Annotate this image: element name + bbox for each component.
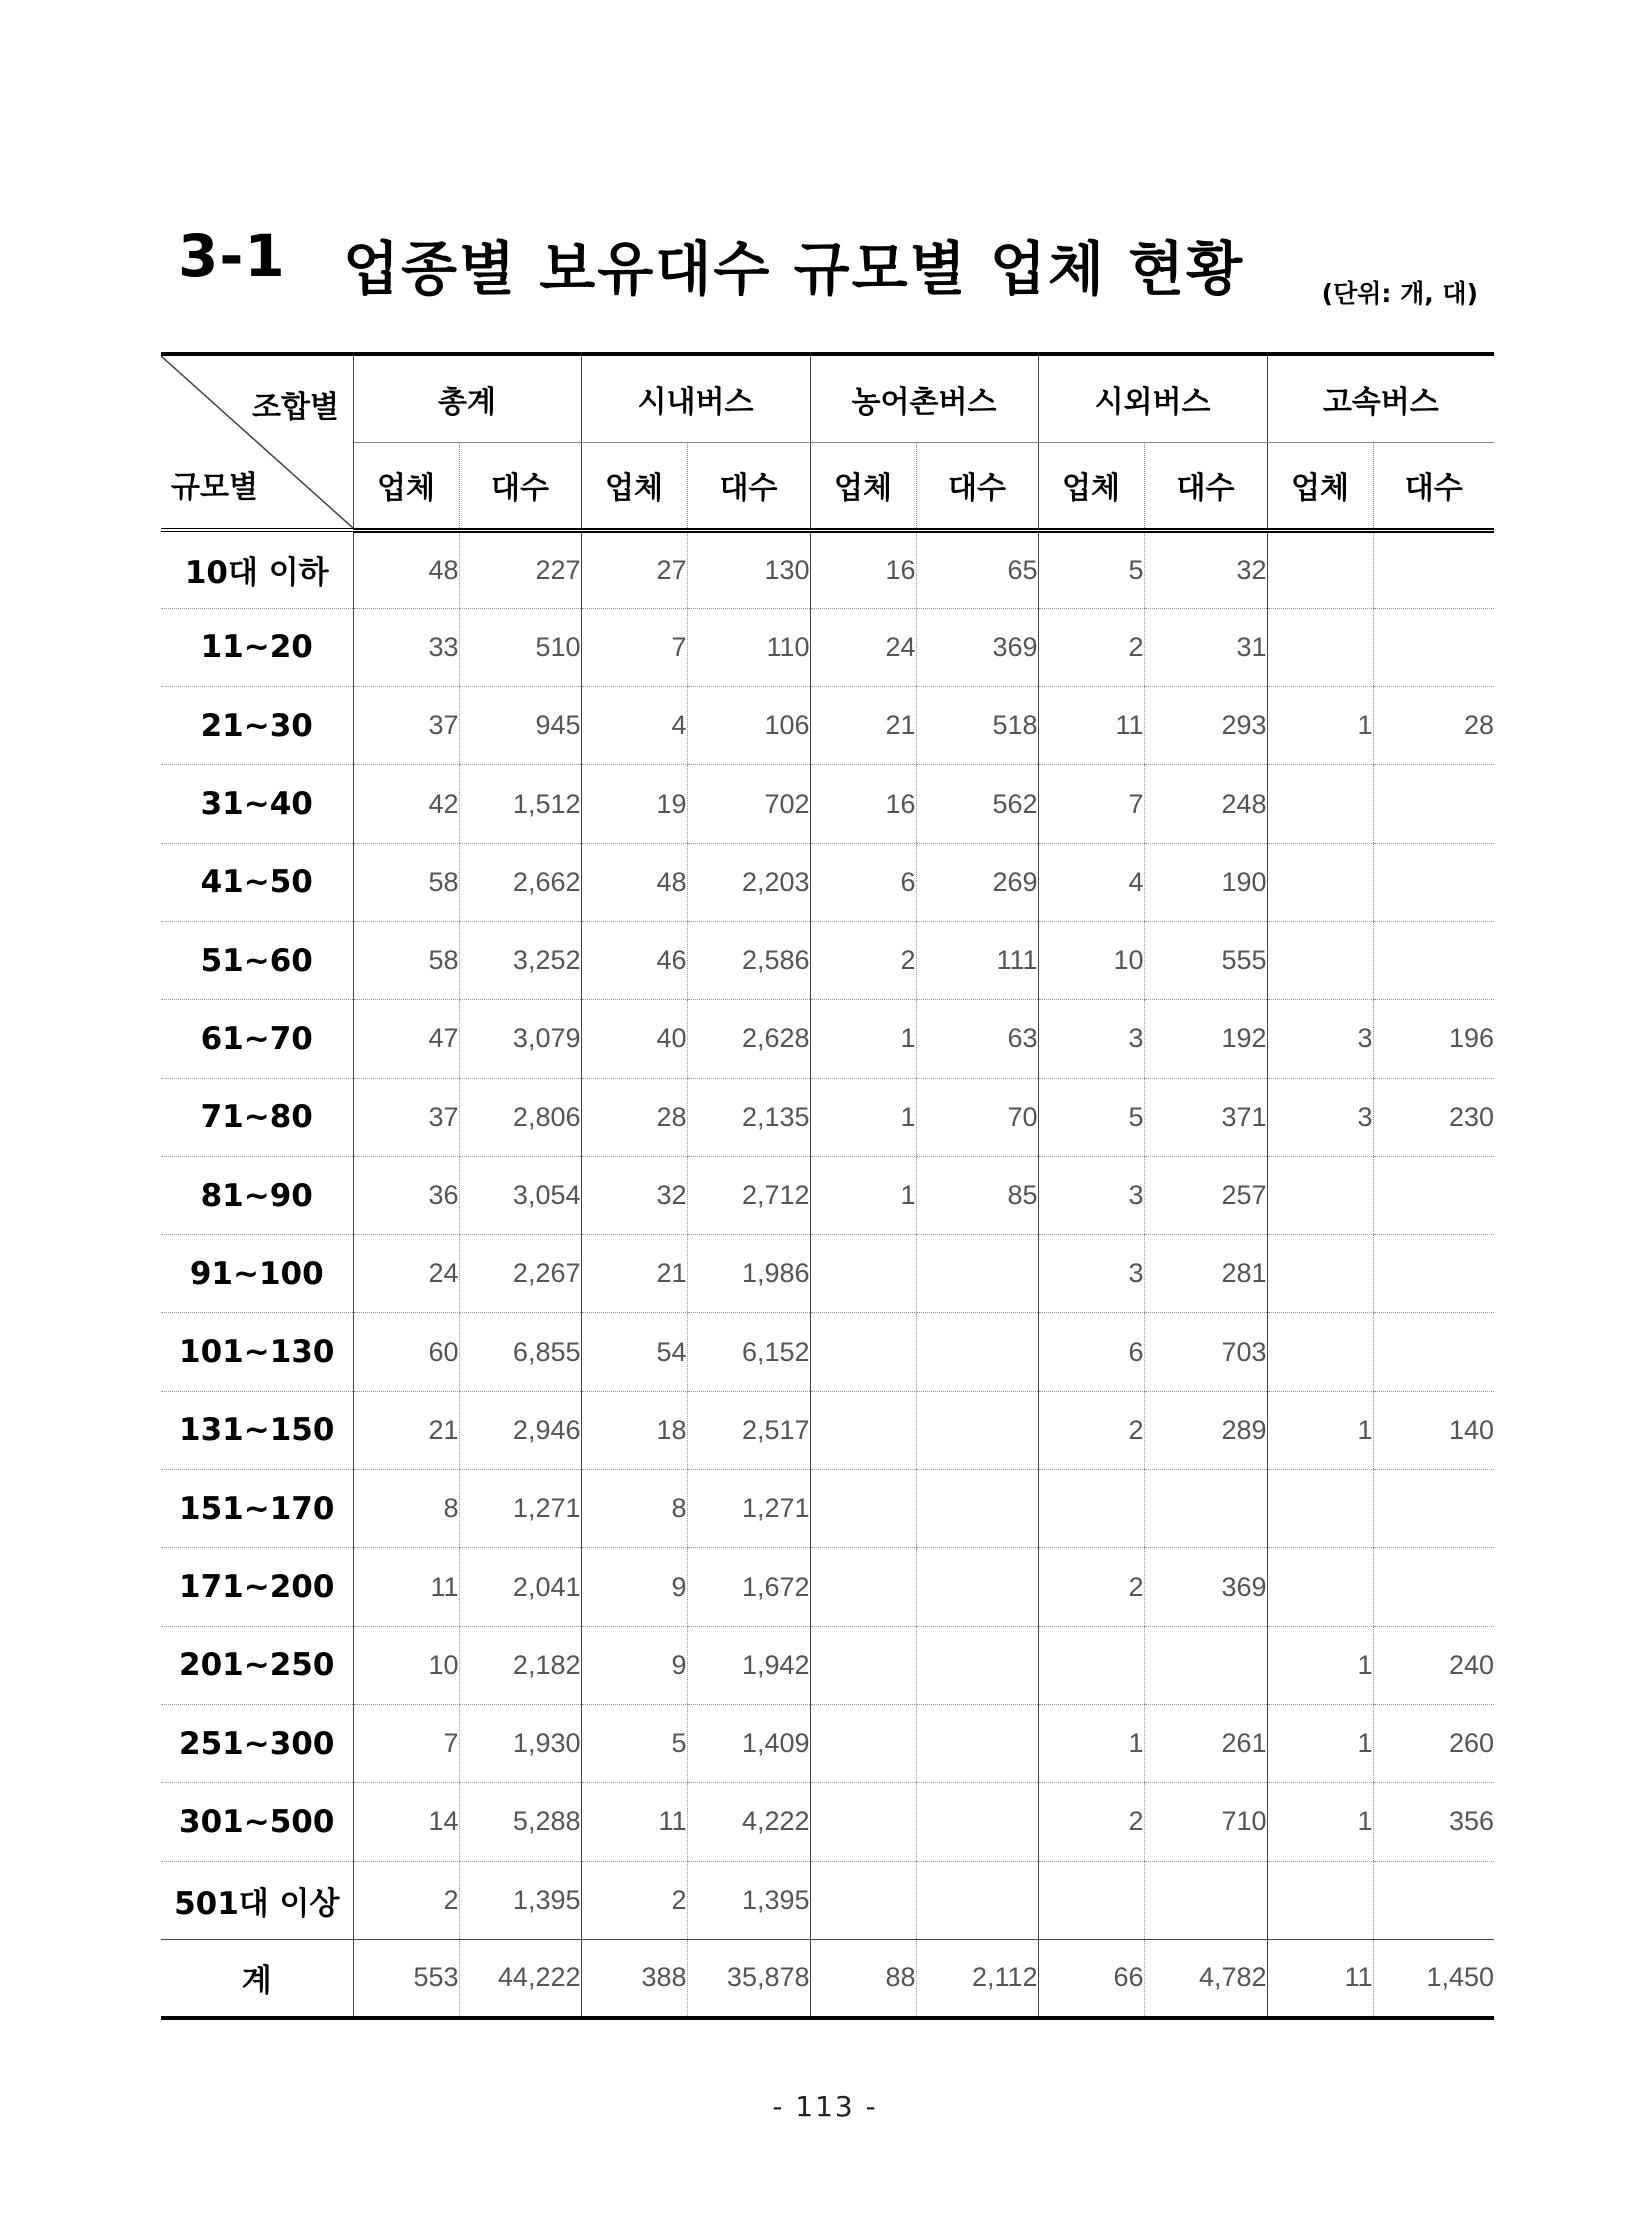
unit-note: (단위: 개, 대) [1321,279,1478,308]
row-label: 501대 이상 [161,1861,353,1939]
table-row [161,1391,1494,1469]
cell-companies: 21 [810,687,916,765]
cell-vehicles [1373,1861,1494,1939]
cell-vehicles: 4,782 [1144,1939,1267,2017]
cell-vehicles: 1,986 [687,1235,810,1313]
row-label: 301~500 [161,1783,353,1861]
row-label: 11~20 [161,608,353,686]
cell-companies: 10 [1038,921,1144,999]
cell-vehicles: 369 [1144,1548,1267,1626]
cell-companies [810,1704,916,1782]
table-row [161,843,1494,921]
table-row [161,1548,1494,1626]
cell-companies [1267,1548,1373,1626]
subheader-companies: 업체 [353,442,459,530]
group-header-express-bus: 고속버스 [1267,354,1494,442]
row-label: 10대 이하 [161,530,353,608]
cell-vehicles: 369 [916,608,1038,686]
cell-vehicles: 2,806 [459,1078,581,1156]
cell-companies: 2 [810,921,916,999]
cell-vehicles [916,1861,1038,1939]
cell-companies: 2 [1038,608,1144,686]
cell-vehicles [916,1548,1038,1626]
group-header-intercity-bus: 시외버스 [1038,354,1267,442]
cell-vehicles [1373,843,1494,921]
cell-companies [1267,843,1373,921]
cell-vehicles: 31 [1144,608,1267,686]
cell-companies: 1 [1267,1783,1373,1861]
subheader-vehicles: 대수 [916,442,1038,530]
cell-vehicles: 230 [1373,1078,1494,1156]
corner-label-size: 규모별 [171,470,258,505]
cell-companies: 3 [1267,1000,1373,1078]
table-row [161,1235,1494,1313]
total-row [161,1939,1494,2017]
cell-vehicles: 6,855 [459,1313,581,1391]
cell-companies: 37 [353,687,459,765]
cell-companies: 66 [1038,1939,1144,2017]
cell-vehicles: 240 [1373,1626,1494,1704]
cell-vehicles: 248 [1144,765,1267,843]
table-row [161,1861,1494,1939]
cell-companies: 37 [353,1078,459,1156]
section-number: 3-1 [178,222,286,290]
cell-vehicles: 70 [916,1078,1038,1156]
row-label: 81~90 [161,1156,353,1234]
group-header-total: 총계 [353,354,581,442]
table-row [161,530,1494,608]
cell-vehicles [1373,530,1494,608]
cell-vehicles: 6,152 [687,1313,810,1391]
cell-companies: 2 [581,1861,687,1939]
cell-vehicles: 289 [1144,1391,1267,1469]
table-row [161,1078,1494,1156]
cell-companies: 27 [581,530,687,608]
cell-vehicles: 227 [459,530,581,608]
row-label: 131~150 [161,1391,353,1469]
cell-vehicles: 371 [1144,1078,1267,1156]
cell-companies: 553 [353,1939,459,2017]
cell-vehicles: 85 [916,1156,1038,1234]
page-title: 업종별 보유대수 규모별 업체 현황 [343,235,1245,303]
cell-companies: 7 [581,608,687,686]
cell-companies: 11 [353,1548,459,1626]
group-header-city-bus: 시내버스 [581,354,810,442]
cell-companies [810,1626,916,1704]
cell-companies: 3 [1038,1235,1144,1313]
subheader-vehicles: 대수 [1373,442,1494,530]
cell-vehicles [1373,1548,1494,1626]
cell-companies: 3 [1038,1000,1144,1078]
row-label: 251~300 [161,1704,353,1782]
cell-vehicles: 2,712 [687,1156,810,1234]
cell-vehicles: 510 [459,608,581,686]
cell-companies: 14 [353,1783,459,1861]
cell-companies: 88 [810,1939,916,2017]
cell-companies: 1 [810,1000,916,1078]
cell-vehicles: 2,135 [687,1078,810,1156]
cell-companies: 21 [353,1391,459,1469]
cell-companies: 5 [1038,530,1144,608]
cell-vehicles [1373,1470,1494,1548]
cell-vehicles: 32 [1144,530,1267,608]
cell-vehicles [916,1470,1038,1548]
cell-vehicles: 281 [1144,1235,1267,1313]
cell-vehicles: 63 [916,1000,1038,1078]
table-row [161,1783,1494,1861]
cell-companies [1267,1313,1373,1391]
subheader-companies: 업체 [1267,442,1373,530]
cell-vehicles [1373,1313,1494,1391]
cell-companies [810,1470,916,1548]
table-row [161,608,1494,686]
cell-vehicles: 356 [1373,1783,1494,1861]
cell-vehicles: 518 [916,687,1038,765]
cell-vehicles: 1,271 [687,1470,810,1548]
cell-companies: 2 [1038,1783,1144,1861]
cell-companies: 48 [581,843,687,921]
cell-vehicles: 3,252 [459,921,581,999]
cell-companies: 1 [810,1156,916,1234]
cell-companies: 9 [581,1626,687,1704]
cell-vehicles: 2,628 [687,1000,810,1078]
cell-companies: 42 [353,765,459,843]
cell-vehicles: 2,946 [459,1391,581,1469]
row-label: 101~130 [161,1313,353,1391]
cell-companies [1267,1861,1373,1939]
cell-companies: 9 [581,1548,687,1626]
cell-companies: 7 [1038,765,1144,843]
cell-vehicles: 260 [1373,1704,1494,1782]
row-label: 61~70 [161,1000,353,1078]
table-row [161,1704,1494,1782]
cell-vehicles [916,1391,1038,1469]
subheader-companies: 업체 [1038,442,1144,530]
cell-vehicles: 562 [916,765,1038,843]
cell-companies: 32 [581,1156,687,1234]
cell-vehicles [1373,1156,1494,1234]
cell-companies [1038,1861,1144,1939]
table-row [161,1000,1494,1078]
cell-companies: 2 [1038,1391,1144,1469]
cell-companies: 5 [1038,1078,1144,1156]
cell-vehicles: 28 [1373,687,1494,765]
cell-vehicles: 257 [1144,1156,1267,1234]
cell-companies: 4 [581,687,687,765]
cell-companies: 1 [810,1078,916,1156]
cell-vehicles [916,1783,1038,1861]
cell-vehicles: 192 [1144,1000,1267,1078]
cell-vehicles: 2,662 [459,843,581,921]
cell-vehicles [1144,1470,1267,1548]
cell-companies: 18 [581,1391,687,1469]
cell-vehicles: 269 [916,843,1038,921]
header-corner [161,354,353,530]
cell-vehicles [1373,1235,1494,1313]
cell-vehicles: 2,517 [687,1391,810,1469]
cell-vehicles [916,1313,1038,1391]
table-row [161,1470,1494,1548]
cell-companies [1267,530,1373,608]
row-label: 31~40 [161,765,353,843]
cell-companies: 8 [353,1470,459,1548]
cell-companies: 1 [1267,1704,1373,1782]
table-row [161,921,1494,999]
cell-vehicles: 1,942 [687,1626,810,1704]
cell-vehicles: 65 [916,530,1038,608]
cell-vehicles [1373,608,1494,686]
cell-vehicles: 2,182 [459,1626,581,1704]
cell-companies [810,1391,916,1469]
cell-companies: 58 [353,921,459,999]
cell-companies: 19 [581,765,687,843]
page-number: - 113 - [772,2090,878,2123]
cell-vehicles [916,1235,1038,1313]
cell-vehicles [916,1704,1038,1782]
cell-vehicles: 3,054 [459,1156,581,1234]
cell-companies: 4 [1038,843,1144,921]
cell-vehicles: 1,409 [687,1704,810,1782]
subheader-vehicles: 대수 [459,442,581,530]
cell-vehicles: 2,586 [687,921,810,999]
cell-companies: 8 [581,1470,687,1548]
cell-vehicles [916,1626,1038,1704]
cell-vehicles: 293 [1144,687,1267,765]
cell-vehicles [1373,765,1494,843]
cell-companies: 48 [353,530,459,608]
cell-companies: 11 [1038,687,1144,765]
cell-vehicles: 945 [459,687,581,765]
cell-companies: 3 [1267,1078,1373,1156]
cell-vehicles: 1,450 [1373,1939,1494,2017]
total-label: 계 [161,1939,353,2017]
cell-vehicles: 555 [1144,921,1267,999]
cell-companies [810,1783,916,1861]
cell-vehicles: 140 [1373,1391,1494,1469]
cell-companies: 24 [810,608,916,686]
cell-vehicles: 1,395 [459,1861,581,1939]
cell-companies: 2 [353,1861,459,1939]
cell-vehicles: 1,930 [459,1704,581,1782]
cell-vehicles: 106 [687,687,810,765]
cell-companies: 5 [581,1704,687,1782]
cell-companies [1267,765,1373,843]
cell-companies [810,1548,916,1626]
cell-companies [1267,1235,1373,1313]
cell-companies [810,1861,916,1939]
row-label: 171~200 [161,1548,353,1626]
cell-vehicles: 5,288 [459,1783,581,1861]
row-label: 91~100 [161,1235,353,1313]
cell-vehicles: 110 [687,608,810,686]
cell-companies: 3 [1038,1156,1144,1234]
cell-companies: 16 [810,765,916,843]
cell-companies [1267,608,1373,686]
table-row [161,1156,1494,1234]
cell-companies: 11 [1267,1939,1373,2017]
cell-companies: 33 [353,608,459,686]
cell-vehicles: 35,878 [687,1939,810,2017]
cell-vehicles: 702 [687,765,810,843]
cell-companies: 58 [353,843,459,921]
cell-vehicles: 261 [1144,1704,1267,1782]
table-row [161,1626,1494,1704]
cell-vehicles: 1,512 [459,765,581,843]
cell-vehicles: 111 [916,921,1038,999]
cell-vehicles: 2,267 [459,1235,581,1313]
cell-companies: 1 [1267,1391,1373,1469]
cell-companies: 16 [810,530,916,608]
cell-vehicles [1373,921,1494,999]
cell-companies: 7 [353,1704,459,1782]
cell-companies: 24 [353,1235,459,1313]
cell-companies: 6 [1038,1313,1144,1391]
cell-vehicles: 3,079 [459,1000,581,1078]
row-label: 51~60 [161,921,353,999]
cell-companies: 54 [581,1313,687,1391]
subheader-vehicles: 대수 [1144,442,1267,530]
cell-companies [1038,1470,1144,1548]
cell-companies: 60 [353,1313,459,1391]
cell-vehicles: 4,222 [687,1783,810,1861]
cell-companies: 21 [581,1235,687,1313]
cell-vehicles: 190 [1144,843,1267,921]
cell-companies: 2 [1038,1548,1144,1626]
table-row [161,687,1494,765]
cell-companies [1267,1156,1373,1234]
row-label: 21~30 [161,687,353,765]
fleet-size-table [161,352,1494,2020]
cell-companies: 46 [581,921,687,999]
subheader-companies: 업체 [581,442,687,530]
row-label: 71~80 [161,1078,353,1156]
cell-companies: 11 [581,1783,687,1861]
cell-companies: 10 [353,1626,459,1704]
cell-companies: 388 [581,1939,687,2017]
cell-vehicles: 703 [1144,1313,1267,1391]
cell-companies: 1 [1267,1626,1373,1704]
corner-label-association: 조합별 [252,390,339,425]
cell-companies: 40 [581,1000,687,1078]
subheader-vehicles: 대수 [687,442,810,530]
cell-companies: 28 [581,1078,687,1156]
cell-companies: 1 [1267,687,1373,765]
cell-vehicles: 1,672 [687,1548,810,1626]
cell-companies [810,1313,916,1391]
table-row [161,1313,1494,1391]
cell-vehicles: 2,203 [687,843,810,921]
title-block [178,222,1478,312]
row-label: 41~50 [161,843,353,921]
cell-vehicles: 44,222 [459,1939,581,2017]
cell-companies [1267,1470,1373,1548]
cell-vehicles: 130 [687,530,810,608]
table-row [161,765,1494,843]
cell-vehicles: 2,041 [459,1548,581,1626]
cell-vehicles: 196 [1373,1000,1494,1078]
row-label: 151~170 [161,1470,353,1548]
cell-companies [1267,921,1373,999]
cell-vehicles: 2,112 [916,1939,1038,2017]
cell-companies [1038,1626,1144,1704]
cell-vehicles [1144,1626,1267,1704]
cell-vehicles: 710 [1144,1783,1267,1861]
group-header-rural-bus: 농어촌버스 [810,354,1038,442]
row-label: 201~250 [161,1626,353,1704]
cell-vehicles [1144,1861,1267,1939]
cell-companies: 1 [1038,1704,1144,1782]
cell-vehicles: 1,395 [687,1861,810,1939]
cell-companies: 36 [353,1156,459,1234]
cell-vehicles: 1,271 [459,1470,581,1548]
subheader-companies: 업체 [810,442,916,530]
cell-companies: 47 [353,1000,459,1078]
cell-companies: 6 [810,843,916,921]
cell-companies [810,1235,916,1313]
